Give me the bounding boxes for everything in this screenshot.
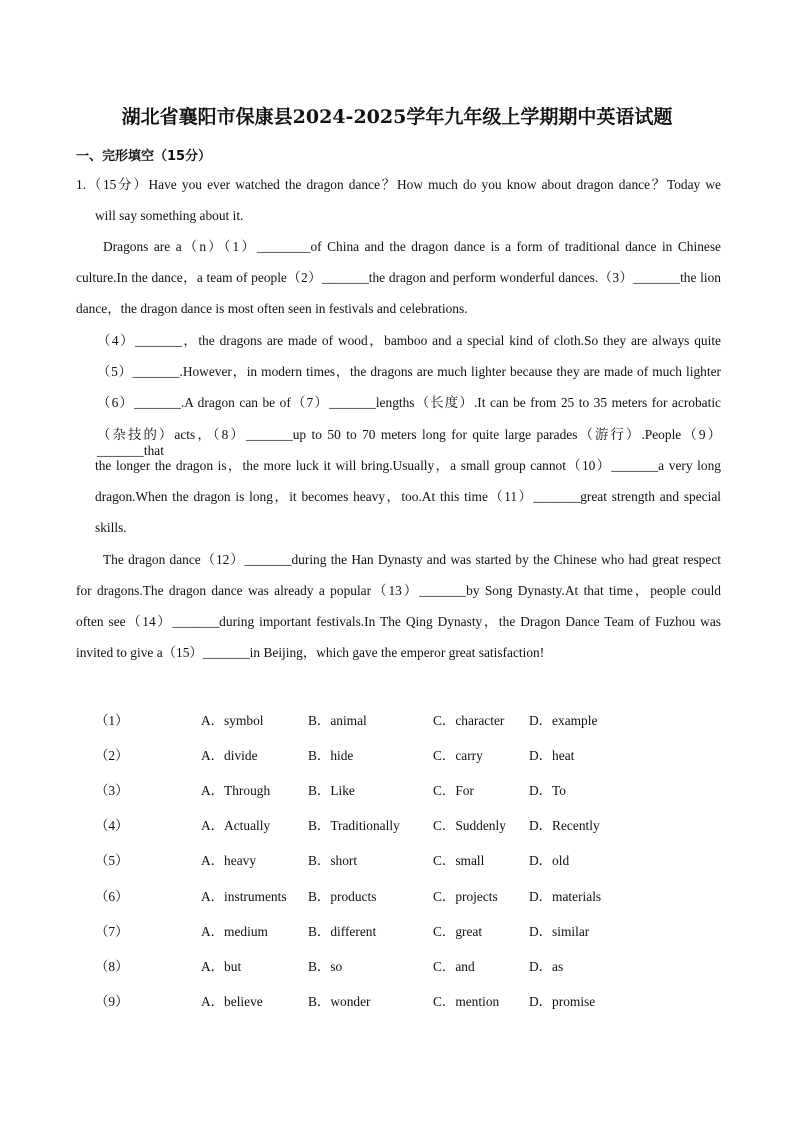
option-a[interactable]: A．heavy [201,853,257,868]
option-b[interactable]: B．wonder [308,994,371,1009]
option-d[interactable]: D．old [529,853,570,868]
question-number: （1） [95,713,129,728]
option-d[interactable]: D．as [529,959,564,974]
option-a[interactable]: A．Actually [201,818,271,833]
passage-line: The dragon dance（12）_______during the Han Dynasty and was started by the Chinese who had great respect [103,552,721,567]
option-b[interactable]: B．Like [308,783,355,798]
option-c[interactable]: C．carry [433,748,483,763]
options-row [0,850,794,868]
option-d[interactable]: D．To [529,783,567,798]
question-number: （2） [95,748,129,763]
question-number: （5） [95,853,129,868]
section-heading: 一、完形填空（15分） [76,149,212,164]
option-b[interactable]: B．hide [308,748,354,763]
option-b[interactable]: B．animal [308,713,367,728]
option-d[interactable]: D．materials [529,889,602,904]
option-c[interactable]: C．Suddenly [433,818,506,833]
question-number: （7） [95,924,129,939]
option-b[interactable]: B．so [308,959,343,974]
option-a[interactable]: A．medium [201,924,268,939]
question-number: （8） [95,959,129,974]
options-row [0,710,794,728]
option-c[interactable]: C．great [433,924,483,939]
option-a[interactable]: A．divide [201,748,258,763]
passage-line: dragon.When the dragon is long，it becomes heavy，too.At this time（11）_______great strength and special [95,489,721,504]
passage-line: Dragons are a（n）（1）________of China and the dragon dance is a form of traditional dance in Chinese [103,239,721,254]
option-d[interactable]: D．example [529,713,598,728]
option-c[interactable]: C．projects [433,889,498,904]
question-number: （4） [95,818,129,833]
passage-line: dance，the dragon dance is most often seen in festivals and celebrations. [76,301,468,316]
passage-line: skills. [95,520,127,535]
options-row [0,956,794,974]
options-row [0,886,794,904]
passage-line: （6）_______.A dragon can be of（7）_______lengths（长度）.It can be from 25 to 35 meters for acrobatic [97,395,721,410]
option-c[interactable]: C．For [433,783,474,798]
passage-line: 1.（15分）Have you ever watched the dragon dance？How much do you know about dragon dance？Today we [76,177,721,192]
passage-line: invited to give a（15）_______in Beijing，which gave the emperor great satisfaction! [76,645,545,660]
passage-line: （5）_______.However，in modern times，the dragons are much lighter because they are made of much lighter [97,364,721,379]
passage-line: （4）_______，the dragons are made of wood，bamboo and a special kind of cloth.So they are always quite [97,333,721,348]
option-b[interactable]: B．products [308,889,377,904]
option-b[interactable]: B．Traditionally [308,818,400,833]
option-c[interactable]: C．mention [433,994,500,1009]
options-row [0,991,794,1009]
options-row [0,921,794,939]
option-c[interactable]: C．small [433,853,485,868]
question-number: （6） [95,889,129,904]
question-number: （3） [95,783,129,798]
option-c[interactable]: C．character [433,713,505,728]
option-a[interactable]: A．instruments [201,889,287,904]
passage-line: will say something about it. [95,208,244,223]
passage-line: often see（14）_______during important festivals.In The Qing Dynasty，the Dragon Dance Team of Fuzhou was [76,614,721,629]
option-d[interactable]: D．heat [529,748,575,763]
option-b[interactable]: B．different [308,924,377,939]
option-c[interactable]: C．and [433,959,475,974]
passage-line: （杂技的）acts，（8）_______up to 50 to 70 meters long for quite large parades（游行）.People（9）_______that [97,427,721,458]
option-a[interactable]: A．symbol [201,713,264,728]
options-row [0,780,794,798]
page-title: 湖北省襄阳市保康县2024-2025学年九年级上学期期中英语试题 [121,106,673,128]
options-row [0,745,794,763]
question-number: （9） [95,994,129,1009]
passage-line: the longer the dragon is，the more luck it will bring.Usually，a small group cannot（10）_______a very long [95,458,721,473]
options-row [0,815,794,833]
option-d[interactable]: D．promise [529,994,596,1009]
option-b[interactable]: B．short [308,853,358,868]
option-d[interactable]: D．Recently [529,818,600,833]
option-a[interactable]: A．Through [201,783,271,798]
option-a[interactable]: A．believe [201,994,263,1009]
passage-line: culture.In the dance，a team of people（2）_______the dragon and perform wonderful dances.（3）_______the lion [76,270,721,285]
option-d[interactable]: D．similar [529,924,590,939]
option-a[interactable]: A．but [201,959,242,974]
passage-line: for dragons.The dragon dance was already a popular（13）_______by Song Dynasty.At that time，people could [76,583,721,598]
